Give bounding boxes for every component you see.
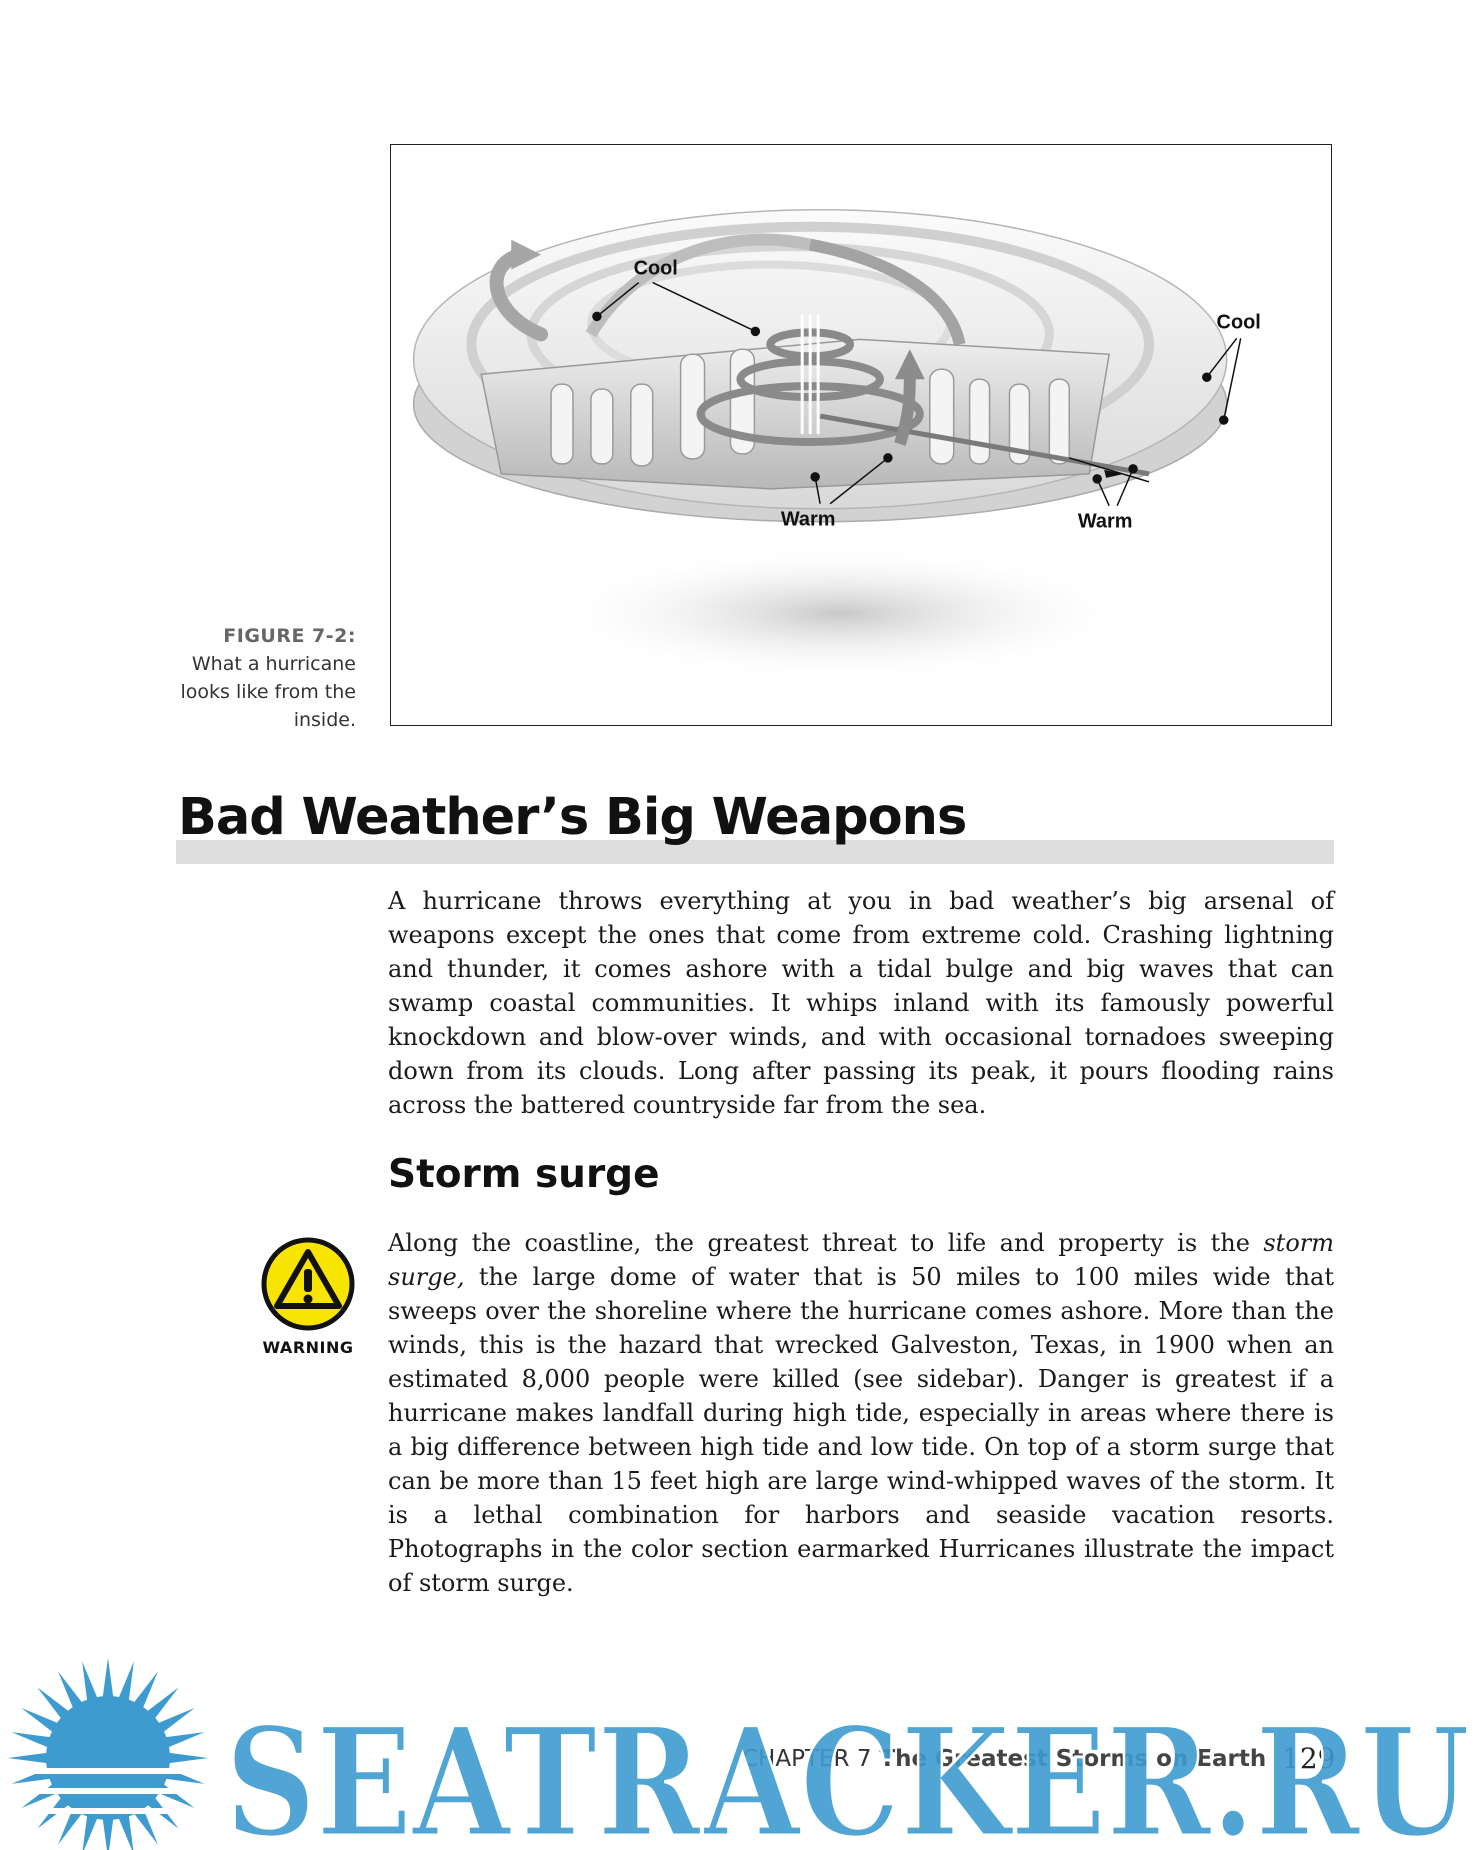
hurricane-illustration: [391, 145, 1331, 725]
sun-ray: [168, 1753, 208, 1764]
storm-surge-text-before: Along the coastline, the greatest threat to life and property is the: [388, 1229, 1264, 1257]
figure-caption-label: FIGURE 7-2:: [223, 625, 356, 647]
sun-ray: [82, 1814, 98, 1850]
subsection-title: Storm surge: [388, 1152, 660, 1197]
section-heading: [176, 788, 1334, 868]
sun-ray: [164, 1732, 204, 1748]
sun-ray: [118, 1661, 134, 1701]
label-cool-right: Cool: [1216, 311, 1261, 334]
page-number: 129: [1282, 1742, 1336, 1775]
sun-ray: [11, 1768, 51, 1784]
figure-caption: [150, 622, 356, 734]
intro-paragraph: A hurricane throws everything at you in bad weather’s big arsenal of weapons except the ones that come from extreme cold. Crashing lightning and thunder, it comes ashore with a tidal bulge and big waves that can swamp coastal communities. It whips inland with its famously powerful knockdown and blow-over winds, and with occasional tornadoes sweeping down from its clouds. Long after passing its peak, it pours flooding rains across the battered countryside far from the sea.: [388, 887, 1334, 1119]
label-warm-center: Warm: [780, 508, 836, 531]
sun-ray: [37, 1687, 69, 1719]
sun-ray: [21, 1783, 59, 1808]
sun-ray: [21, 1708, 59, 1733]
sun-ray: [11, 1732, 51, 1748]
ground-shadow: [541, 546, 1139, 682]
warning-icon: [260, 1236, 356, 1332]
storm-surge-paragraph: [388, 1226, 1334, 1600]
sun-ray: [37, 1796, 69, 1828]
label-warm-right: Warm: [1077, 510, 1133, 533]
hurricane-figure: [390, 144, 1332, 726]
storm-surge-text-after: the large dome of water that is 50 miles to 100 miles wide that sweeps over the shoreline where the hurricane comes ashore. More than the winds, this is the hazard that wrecked Galveston, Texas, in 1900 when an estimated 8,000 people were killed (see sidebar). Danger is greatest if a hurricane makes landfall during high tide, especially in areas where there is a big difference between high tide and low tide. On top of a storm surge that can be more than 15 feet high are large wind-whipped waves of the storm. It is a lethal combination for harbors and seaside vacation resorts. Photographs in the color section earmarked Hurricanes illustrate the impact of storm surge.: [388, 1263, 1334, 1597]
footer-chapter-title: The Greatest Storms on Earth: [879, 1746, 1267, 1772]
sun-logo-icon: [8, 1658, 208, 1850]
sun-ray: [164, 1768, 204, 1784]
watermark-text: SEATRACKER.RU: [225, 1695, 1470, 1850]
warning-label: WARNING: [262, 1338, 354, 1357]
sun-ray: [103, 1658, 114, 1698]
label-cool-top: Cool: [633, 257, 678, 280]
figure-caption-text: What a hurricane looks like from the inside.: [180, 653, 356, 731]
sun-ray: [103, 1818, 114, 1850]
sun-ray: [133, 1671, 158, 1709]
sun-ray: [146, 1687, 178, 1719]
warning-callout: [258, 1236, 358, 1357]
sun-ray: [8, 1753, 48, 1764]
sun-ray: [58, 1807, 83, 1845]
sun-ray: [118, 1814, 134, 1850]
section-title: Bad Weather’s Big Weapons: [178, 788, 967, 847]
storm-surge-term: storm surge,: [388, 1229, 1334, 1291]
sun-ray: [157, 1783, 195, 1808]
sun-ray: [82, 1661, 98, 1701]
sun-ray: [157, 1708, 195, 1733]
sun-ray: [146, 1796, 178, 1828]
sun-ray: [133, 1807, 158, 1845]
sun-ray: [58, 1671, 83, 1709]
page-footer: [742, 1746, 1266, 1772]
footer-chapter: CHAPTER 7: [742, 1746, 872, 1772]
